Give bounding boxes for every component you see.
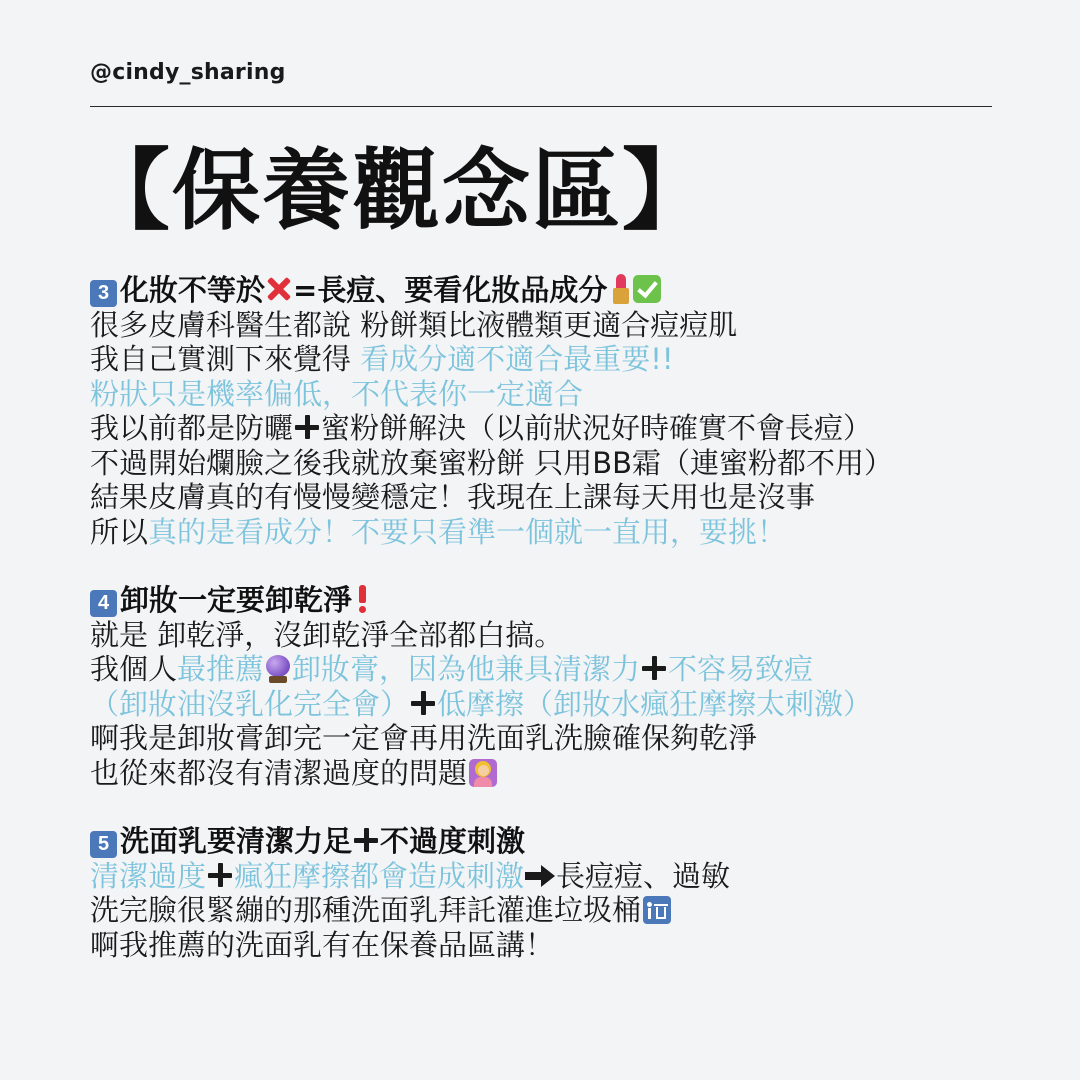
heavy-plus-icon	[208, 863, 232, 887]
section-4-line-2	[90, 652, 1050, 687]
section-5-line-3: 啊我推薦的洗面乳有在保養品區講！	[90, 927, 555, 962]
highlight-text: 真的是看成分！不要只看準一個就一直用，要挑！	[148, 514, 787, 549]
cross-mark-icon	[266, 276, 292, 302]
section-3-line-6: 結果皮膚真的有慢慢變穩定！我現在上課每天用也是沒事	[90, 480, 816, 514]
section-4-line-3	[90, 687, 1050, 722]
section-3-heading	[90, 273, 1050, 308]
highlight-text: （卸妝油沒乳化完全會）	[90, 686, 410, 721]
check-mark-icon	[633, 275, 661, 303]
section-4-line-5	[90, 756, 1050, 791]
content-body	[90, 273, 1050, 962]
heavy-plus-icon	[295, 415, 319, 439]
section-3-line-3: 粉狀只是機率偏低，不代表你一定適合	[90, 376, 584, 411]
section-5-heading-part-a: 洗面乳要清潔力足	[120, 824, 353, 858]
highlight-text: 低摩擦（卸妝水瘋狂摩擦太刺激）	[437, 686, 873, 721]
section-5-line-1	[90, 859, 1050, 894]
text-segment: 長痘痘、過敏	[556, 858, 731, 893]
highlight-text: 最推薦	[177, 652, 265, 686]
right-arrow-icon	[525, 865, 555, 887]
text-segment: 我自己實測下來覺得	[90, 342, 361, 376]
page-title: 【保養觀念區】	[82, 139, 713, 242]
section-3-line-2	[90, 342, 1050, 377]
section-4-line-4: 啊我是卸妝膏卸完一定會再用洗面乳洗臉確保夠乾淨	[90, 721, 758, 755]
section-spacer	[90, 790, 1050, 824]
text-segment: 也從來都沒有清潔過度的問題	[90, 755, 468, 790]
section-3-line-1: 很多皮膚科醫生都說 粉餅類比液體類更適合痘痘肌	[90, 307, 738, 342]
heavy-plus-icon	[354, 828, 378, 852]
highlight-text: 卸妝膏，因為他兼具清潔力	[292, 652, 641, 686]
heavy-plus-icon	[642, 656, 666, 680]
section-3-line-4	[90, 411, 1050, 446]
text-segment: 我以前都是防曬	[90, 411, 294, 445]
person-raising-hand-icon	[469, 759, 497, 787]
keycap-4-icon: 4	[90, 590, 117, 617]
text-segment: 我個人	[90, 652, 178, 686]
trash-bin-icon	[643, 896, 671, 924]
section-5-heading-part-b: 不過度刺激	[380, 824, 526, 858]
section-3-line-7	[90, 515, 1050, 550]
author-handle: @cindy_sharing	[90, 60, 286, 85]
highlight-text: 不容易致痘	[668, 652, 814, 686]
section-3-line-5: 不過開始爛臉之後我就放棄蜜粉餅 只用BB霜（連蜜粉都不用）	[90, 445, 894, 480]
section-4-heading-text: 卸妝一定要卸乾淨	[120, 583, 353, 617]
text-segment: 洗完臉很緊繃的那種洗面乳拜託灌進垃圾桶	[90, 893, 642, 927]
exclamation-icon	[356, 585, 370, 613]
keycap-3-icon: 3	[90, 280, 117, 307]
highlight-text: 看成分適不適合最重要!!	[360, 342, 674, 376]
section-4-heading	[90, 583, 1050, 618]
lipstick-icon	[611, 274, 631, 304]
text-segment: 所以	[90, 514, 149, 549]
keycap-5-icon: 5	[90, 831, 117, 858]
section-3-heading-part-a: 化妝不等於	[120, 273, 266, 307]
section-5-heading	[90, 824, 1050, 859]
section-spacer	[90, 549, 1050, 583]
highlight-text: 瘋狂摩擦都會造成刺激	[234, 858, 525, 893]
crystal-ball-icon	[265, 655, 291, 683]
header-divider	[90, 106, 992, 107]
heavy-plus-icon	[411, 691, 435, 715]
section-4-line-1: 就是 卸乾淨，沒卸乾淨全部都白搞。	[90, 617, 564, 652]
section-5-line-2	[90, 893, 1050, 928]
text-segment: 蜜粉餅解決（以前狀況好時確實不會長痘）	[321, 411, 873, 445]
highlight-text: 清潔過度	[90, 858, 207, 893]
section-3-heading-part-b: =長痘、要看化妝品成分	[293, 273, 608, 307]
